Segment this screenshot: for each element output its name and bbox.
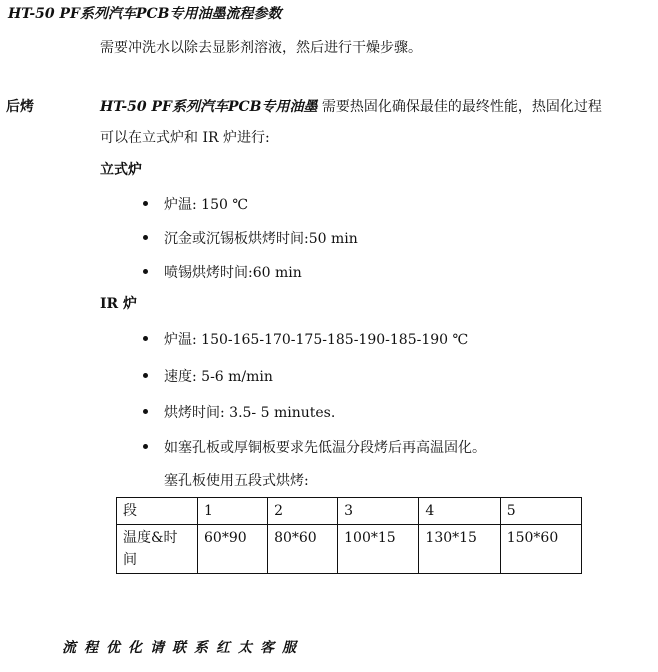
table-cell: 150*60	[500, 525, 581, 574]
post-bake-description-line2: 可以在立式炉和 IR 炉进行:	[100, 130, 270, 146]
table-header-row	[117, 498, 582, 525]
post-bake-description-line1	[100, 96, 602, 116]
bullet-icon	[143, 373, 148, 378]
product-name: HT-50 PF系列汽车PCB专用油墨	[100, 99, 318, 115]
table-cell: 5	[500, 498, 581, 525]
bullet-text: 烘烤时间: 3.5- 5 minutes.	[164, 405, 336, 421]
intro-paragraph: 需要冲洗水以除去显影剂溶液，然后进行干燥步骤。	[100, 40, 422, 56]
table-cell: 温度&时间	[117, 525, 198, 574]
table-cell: 2	[268, 498, 338, 525]
document-title: HT-50 PF系列汽车PCB专用油墨流程参数	[8, 6, 282, 22]
bullet-text: 喷锡烘烤时间:60 min	[164, 265, 302, 281]
post-bake-label: 后烤	[6, 99, 34, 115]
table-cell: 100*15	[338, 525, 419, 574]
table-cell: 60*90	[198, 525, 268, 574]
bullet-icon	[143, 409, 148, 414]
bullet-text: 速度: 5-6 m/min	[164, 369, 273, 385]
table-cell: 130*15	[419, 525, 500, 574]
table-row	[117, 525, 582, 574]
bullet-icon	[143, 235, 148, 240]
five-stage-note: 塞孔板使用五段式烘烤:	[164, 473, 309, 489]
bake-profile-table	[116, 497, 582, 574]
bullet-icon	[143, 444, 148, 449]
table-cell: 3	[338, 498, 419, 525]
bullet-icon	[143, 269, 148, 274]
ir-oven-heading: IR 炉	[100, 296, 138, 312]
bullet-text: 沉金或沉锡板烘烤时间:50 min	[164, 231, 358, 247]
table-cell: 段	[117, 498, 198, 525]
post-bake-description-text: 需要热固化确保最佳的最终性能，热固化过程	[317, 99, 602, 115]
bullet-text: 炉温: 150 ℃	[164, 197, 248, 213]
bullet-icon	[143, 201, 148, 206]
footer-contact-text: 流程优化请联系红太客服	[62, 640, 304, 656]
table-cell: 1	[198, 498, 268, 525]
bullet-text: 如塞孔板或厚铜板要求先低温分段烤后再高温固化。	[164, 440, 486, 456]
bullet-text: 炉温: 150-165-170-175-185-190-185-190 ℃	[164, 332, 469, 348]
table-cell: 4	[419, 498, 500, 525]
vertical-oven-heading: 立式炉	[100, 162, 142, 178]
table-cell: 80*60	[268, 525, 338, 574]
bullet-icon	[143, 336, 148, 341]
